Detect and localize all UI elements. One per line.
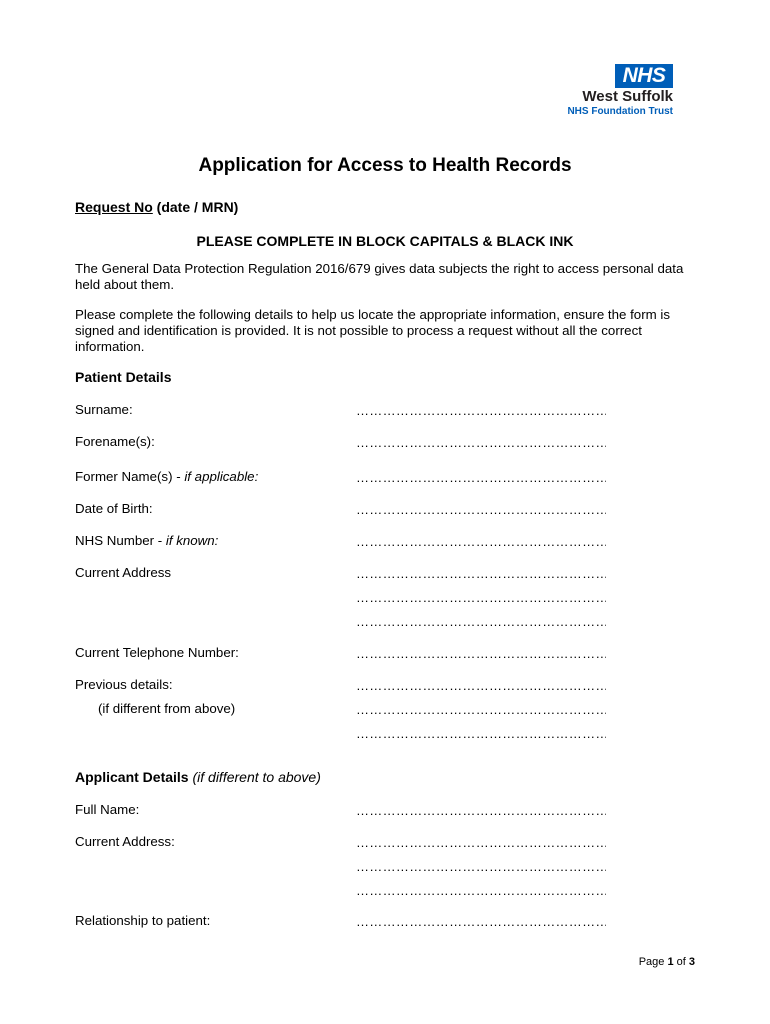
telephone-field[interactable] [356,646,606,660]
former-names-label [75,469,258,484]
page-word: Page [638,956,668,968]
page-current: 1 [667,956,674,968]
organisation-name: West Suffolk [582,88,673,105]
intro-paragraph-2: Please complete the following details to help us locate the appropriate information, ensure the form is signed and identification is provided. It is not possible to process a request without all the correct information. [75,307,671,354]
relationship-field[interactable] [356,914,606,928]
surname-field[interactable] [356,403,606,417]
current-address-label: Current Address [75,565,172,580]
applicant-heading-text: Applicant Details [75,769,189,785]
organisation-subtitle: NHS Foundation Trust [567,106,673,117]
nhs-logo [615,64,673,88]
dob-field[interactable] [356,502,606,516]
former-names-field[interactable] [356,470,606,484]
former-names-text: Former Name(s) - [75,469,185,484]
telephone-label: Current Telephone Number: [75,645,239,660]
former-names-note: if applicable: [184,469,259,484]
intro-paragraph-1: The General Data Protection Regulation 2016/679 gives data subjects the right to access personal data held about them. [75,261,684,292]
applicant-heading-note: (if different to above) [188,769,321,785]
current-address-field-line-2[interactable] [356,590,606,604]
applicant-address-field-line-2[interactable] [356,859,606,873]
request-no-text: Request No [75,199,153,215]
page-total: 3 [688,956,695,968]
previous-details-note: (if different from above) [98,701,236,716]
applicant-full-name-label: Full Name: [75,802,140,817]
request-number-label [75,199,238,215]
current-address-field-line-1[interactable] [356,566,606,580]
previous-details-field-line-3[interactable] [356,726,606,740]
forenames-field[interactable] [356,435,606,449]
applicant-address-label: Current Address: [75,834,175,849]
current-address-field-line-3[interactable] [356,614,606,628]
forenames-label: Forename(s): [75,434,155,449]
applicant-details-heading [75,769,321,785]
page-number [639,956,695,968]
page-title: Application for Access to Health Records [198,155,572,176]
dob-label: Date of Birth: [75,501,153,516]
nhs-number-text: NHS Number - [75,533,166,548]
previous-details-field-line-1[interactable] [356,678,606,692]
applicant-address-field-line-1[interactable] [356,835,606,849]
nhs-number-label [75,533,218,548]
instruction-text: PLEASE COMPLETE IN BLOCK CAPITALS & BLACK INK [196,233,574,249]
surname-label: Surname: [75,402,133,417]
relationship-label: Relationship to patient: [75,913,211,928]
previous-details-label: Previous details: [75,677,173,692]
nhs-logo-text: NHS [622,64,666,87]
of-word: of [673,956,689,968]
previous-details-field-line-2[interactable] [356,702,606,716]
applicant-full-name-field[interactable] [356,803,606,817]
nhs-number-note: if known: [165,533,219,548]
patient-details-heading: Patient Details [75,369,172,385]
nhs-number-field[interactable] [356,534,606,548]
applicant-address-field-line-3[interactable] [356,883,606,897]
request-suffix: (date / MRN) [152,199,239,215]
